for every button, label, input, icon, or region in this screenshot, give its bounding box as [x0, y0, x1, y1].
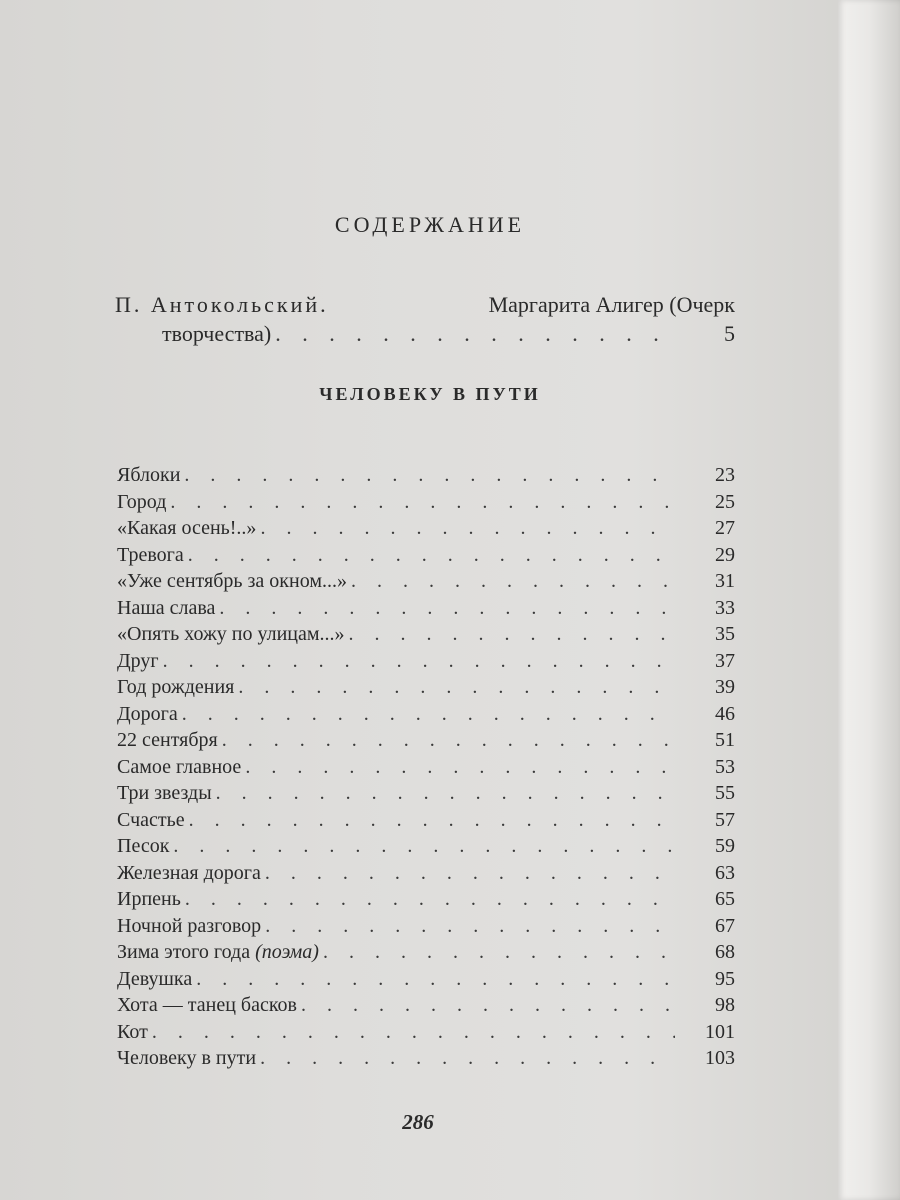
- toc-entry: [117, 674, 735, 701]
- toc-entry-page: 63: [715, 861, 735, 884]
- toc-entry: [117, 1019, 735, 1046]
- toc-entry-title-text: Человеку в пути: [117, 1047, 257, 1069]
- toc-entry-page: 29: [715, 543, 735, 566]
- toc-entry-page: 55: [715, 782, 735, 804]
- toc-entry-title-text: Железная дорога: [117, 861, 261, 884]
- toc-entry-page: 51: [715, 729, 735, 751]
- toc-entry-title-text: «Опять хожу по улицам...»: [117, 623, 345, 645]
- toc-entry-title-text: Самое главное: [117, 755, 242, 778]
- toc-entry-title: [117, 489, 170, 516]
- dot-leader: [245, 754, 675, 781]
- toc-entry: [117, 515, 735, 542]
- toc-entry-title-text: Зима этого года: [117, 941, 251, 963]
- dot-leader: [152, 1019, 675, 1046]
- intro-title-part2: творчества): [162, 321, 272, 346]
- intro-author: П. Антокольский.: [115, 292, 329, 317]
- toc-entry-title: [117, 780, 216, 807]
- dot-leader: [260, 515, 675, 542]
- next-page-edge: [838, 0, 900, 1200]
- intro-line-1: [115, 290, 735, 319]
- toc-entry-title: [117, 462, 184, 489]
- toc-entry: [117, 542, 735, 569]
- dot-leader: [188, 542, 675, 569]
- toc-entry-title: [117, 1019, 152, 1046]
- dot-leader: [170, 489, 675, 516]
- dot-leader: [219, 595, 675, 622]
- toc-entry-page: 25: [715, 490, 735, 513]
- toc-entry-page: 37: [715, 649, 735, 672]
- toc-entry-title: [117, 701, 182, 728]
- toc-entry-title: [117, 966, 196, 993]
- toc-entry: [117, 966, 735, 993]
- toc-entry-page: 27: [715, 517, 735, 539]
- toc-entry-page: 35: [715, 623, 735, 645]
- toc-entry: [117, 489, 735, 516]
- dot-leader: [222, 727, 675, 754]
- toc-entry-page: 53: [715, 755, 735, 778]
- toc-entry-title-text: Город: [117, 490, 167, 513]
- toc-entry-page: 103: [705, 1047, 735, 1069]
- page-number: 286: [402, 1110, 434, 1134]
- toc-entry-page: 98: [715, 994, 735, 1016]
- toc-entry: [117, 860, 735, 887]
- toc-entry-page: 23: [715, 464, 735, 486]
- toc-entry-title-text: Ирпень: [117, 888, 181, 910]
- toc-entry: [117, 1045, 735, 1072]
- dot-leader: [275, 319, 675, 348]
- toc-entry: [117, 701, 735, 728]
- toc-entry-page: 59: [715, 835, 735, 857]
- toc-list: [117, 462, 735, 1072]
- intro-page-number: 5: [724, 321, 735, 346]
- dot-leader: [349, 621, 675, 648]
- toc-entry-title-text: 22 сентября: [117, 729, 218, 751]
- dot-leader: [323, 939, 675, 966]
- toc-entry-title-text: Яблоки: [117, 464, 181, 486]
- dot-leader: [260, 1045, 675, 1072]
- toc-entry-title-text: Дорога: [117, 702, 178, 725]
- toc-entry-page: 57: [715, 808, 735, 831]
- toc-entry-title: [117, 807, 189, 834]
- toc-entry: [117, 913, 735, 940]
- section-title: ЧЕЛОВЕКУ В ПУТИ: [319, 384, 541, 404]
- toc-entry: [117, 568, 735, 595]
- toc-entry-title-text: «Уже сентябрь за окном...»: [117, 570, 347, 592]
- toc-entry-page: 39: [715, 676, 735, 698]
- toc-entry-title: [117, 1045, 260, 1072]
- toc-entry-title: [117, 515, 260, 542]
- dot-leader: [163, 648, 675, 675]
- dot-leader: [216, 780, 675, 807]
- toc-entry: [117, 754, 735, 781]
- page-heading: СОДЕРЖАНИЕ: [334, 212, 526, 237]
- toc-entry-note: (поэма): [255, 941, 319, 963]
- toc-entry-page: 95: [715, 967, 735, 990]
- toc-entry-title: [117, 886, 185, 913]
- toc-entry: [117, 807, 735, 834]
- toc-entry-title: [117, 727, 222, 754]
- dot-leader: [351, 568, 675, 595]
- toc-entry-title-text: Девушка: [117, 967, 193, 990]
- toc-entry-title-text: Год рождения: [117, 676, 235, 698]
- dot-leader: [184, 462, 675, 489]
- toc-entry-page: 33: [715, 596, 735, 619]
- toc-entry-page: 67: [715, 914, 735, 937]
- toc-entry-title-text: Три звезды: [117, 782, 212, 804]
- toc-entry-title: [117, 648, 163, 675]
- toc-entry-title: [117, 621, 349, 648]
- toc-entry: [117, 780, 735, 807]
- intro-entry: [115, 290, 735, 348]
- toc-entry-title: [117, 674, 238, 701]
- toc-entry-title-text: Тревога: [117, 543, 184, 566]
- toc-entry-title-text: Песок: [117, 835, 170, 857]
- toc-entry-title: [117, 754, 245, 781]
- toc-entry-title: [117, 833, 173, 860]
- toc-entry: [117, 992, 735, 1019]
- toc-entry-title: [117, 992, 301, 1019]
- toc-entry-page: 65: [715, 888, 735, 910]
- dot-leader: [185, 886, 675, 913]
- dot-leader: [301, 992, 675, 1019]
- toc-entry: [117, 833, 735, 860]
- toc-entry-title-text: Друг: [117, 649, 159, 672]
- dot-leader: [238, 674, 675, 701]
- toc-entry-title: [117, 542, 188, 569]
- dot-leader: [189, 807, 675, 834]
- toc-entry-page: 101: [705, 1020, 735, 1043]
- dot-leader: [173, 833, 675, 860]
- toc-entry-title-text: Кот: [117, 1020, 148, 1043]
- toc-entry: [117, 621, 735, 648]
- toc-entry-page: 68: [715, 941, 735, 963]
- intro-title-part1: Маргарита Алигер (Очерк: [488, 292, 735, 317]
- toc-entry-page: 31: [715, 570, 735, 592]
- toc-entry: [117, 595, 735, 622]
- toc-entry-title-text: Хота — танец басков: [117, 994, 297, 1016]
- toc-entry-title-text: Ночной разговор: [117, 914, 262, 937]
- dot-leader: [265, 860, 675, 887]
- toc-entry-title-text: «Какая осень!..»: [117, 517, 257, 539]
- toc-entry-title: [117, 568, 351, 595]
- toc-entry-page: 46: [715, 702, 735, 725]
- toc-entry-title: [117, 939, 323, 966]
- toc-entry-title: [117, 595, 219, 622]
- toc-entry: [117, 727, 735, 754]
- toc-entry: [117, 462, 735, 489]
- dot-leader: [182, 701, 675, 728]
- toc-entry-title-text: Наша слава: [117, 596, 216, 619]
- dot-leader: [265, 913, 675, 940]
- dot-leader: [196, 966, 675, 993]
- toc-entry-title-text: Счастье: [117, 808, 185, 831]
- intro-line-2: [115, 319, 735, 348]
- toc-entry-title: [117, 913, 265, 940]
- toc-entry-title: [117, 860, 265, 887]
- toc-entry: [117, 886, 735, 913]
- toc-entry: [117, 648, 735, 675]
- toc-entry: [117, 939, 735, 966]
